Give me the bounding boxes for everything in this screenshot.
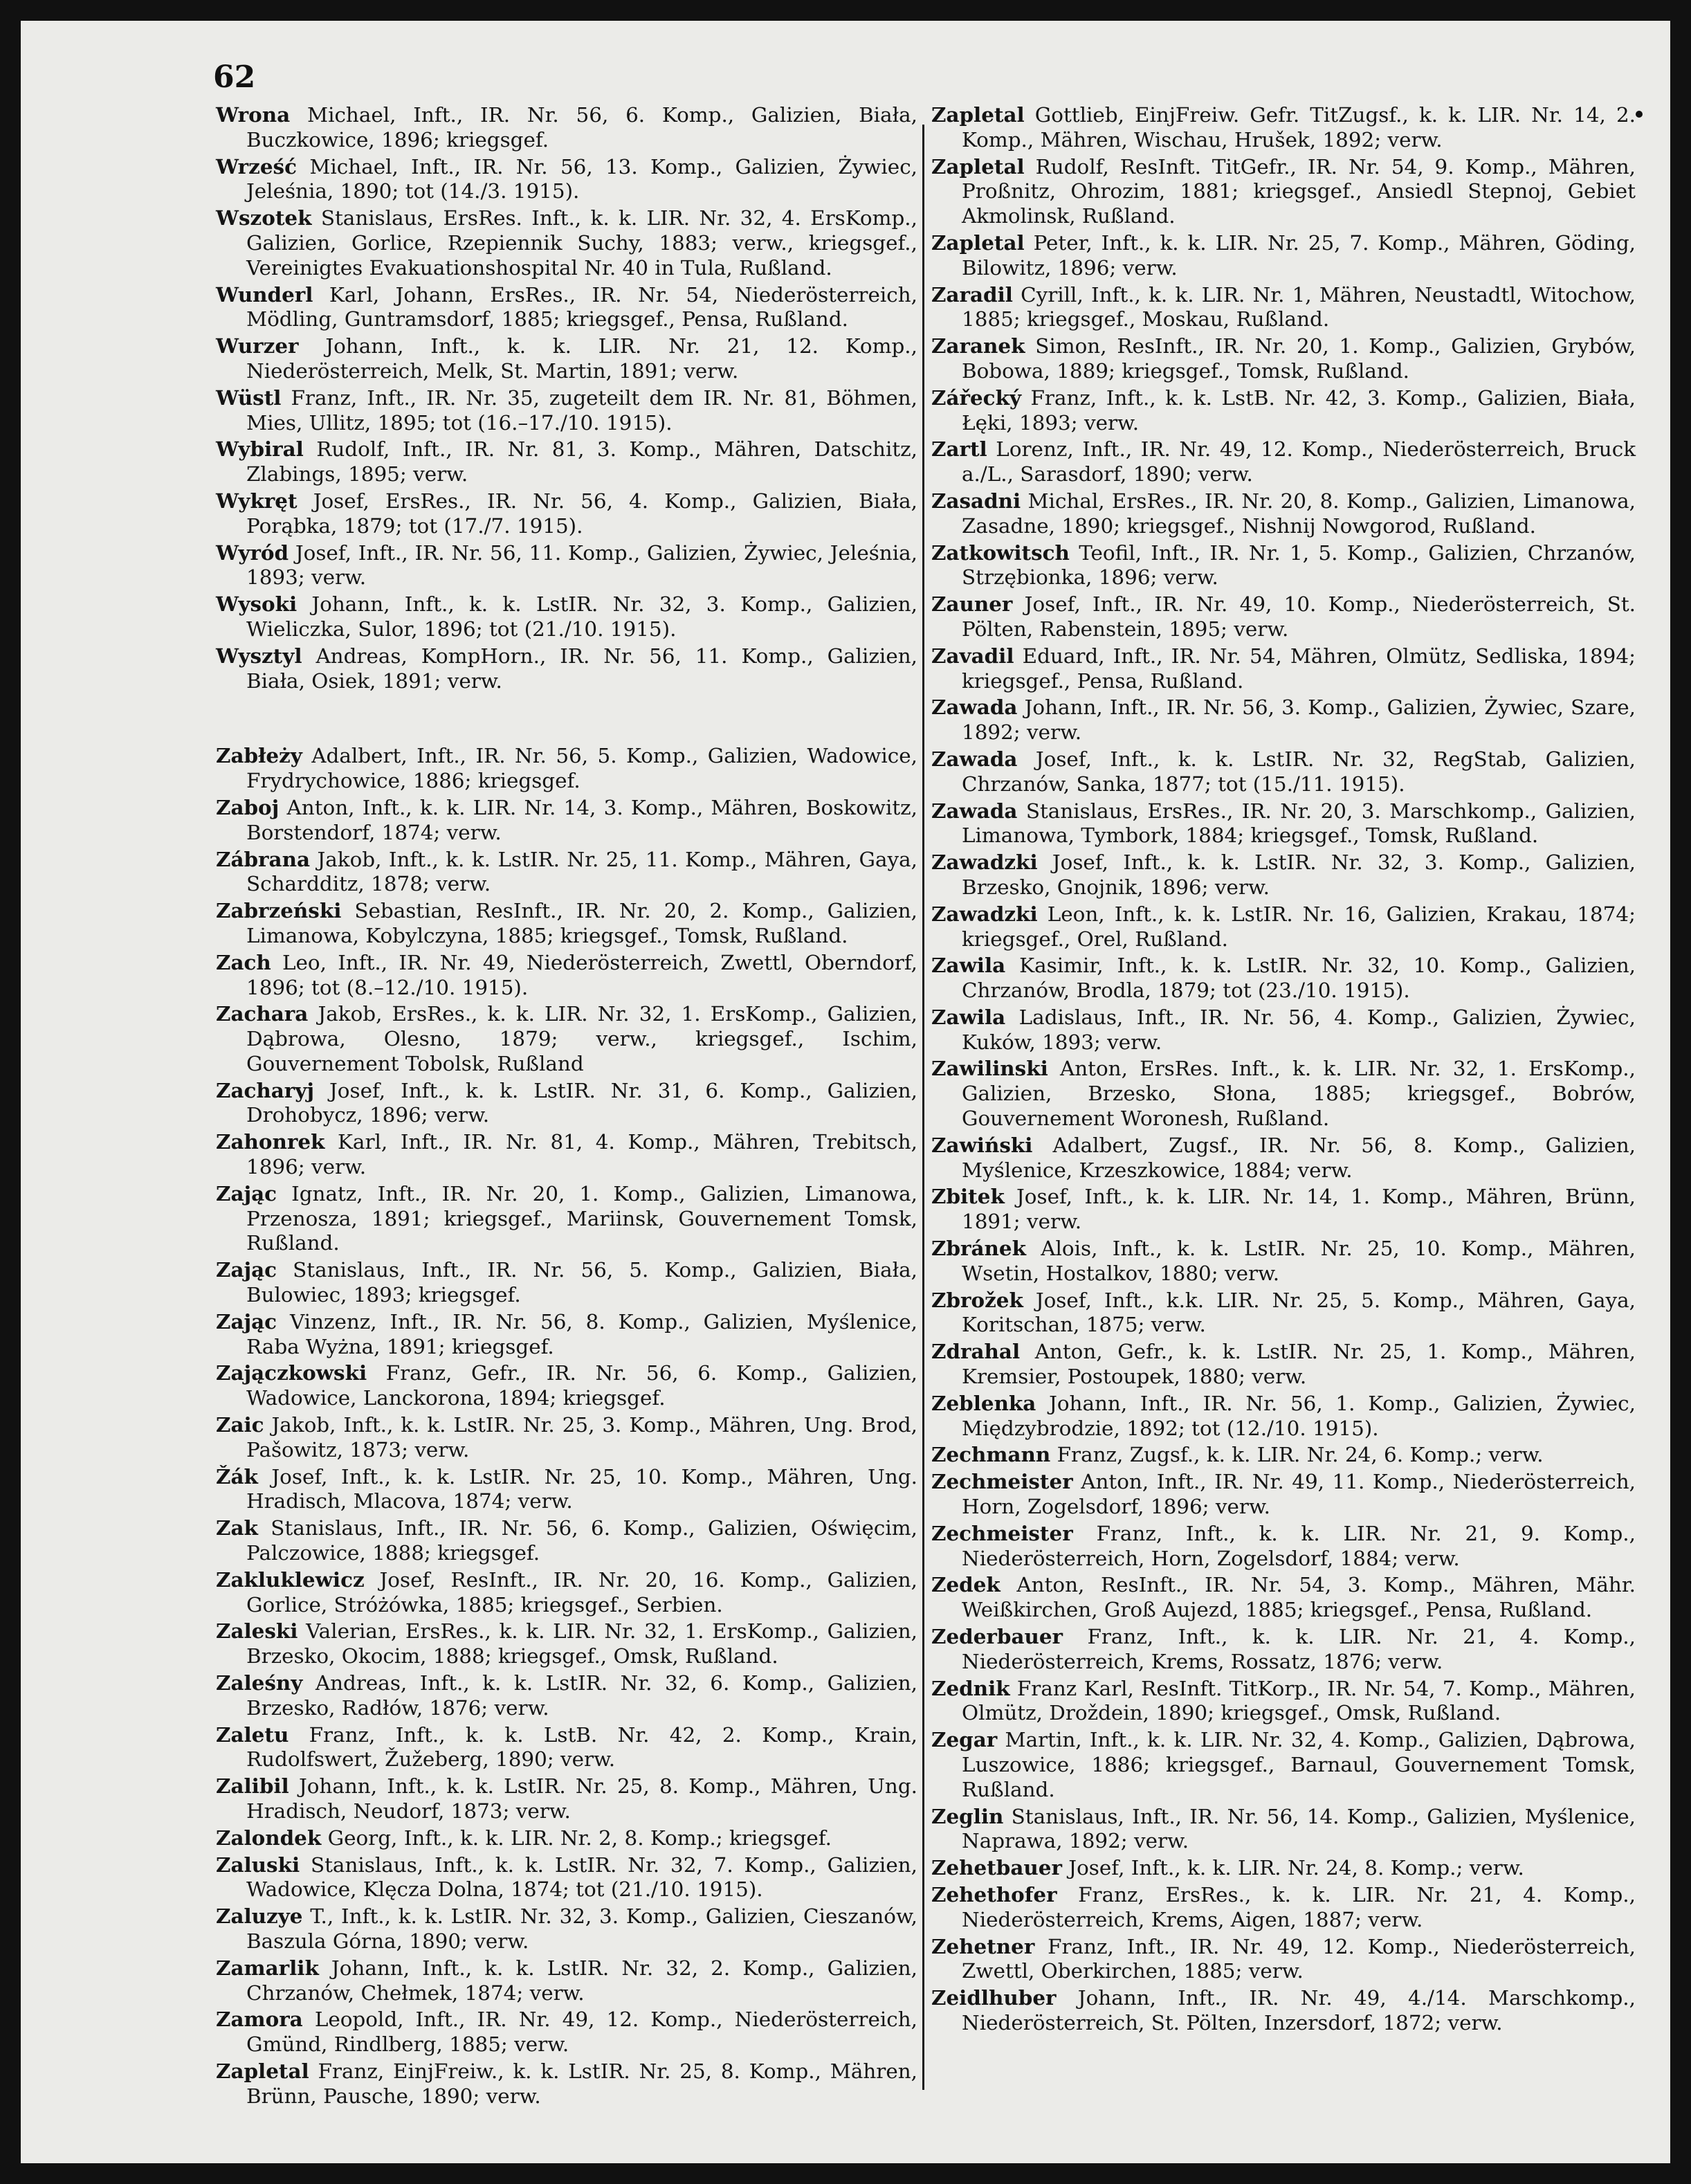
- list-entry: [931, 1288, 1636, 1338]
- entry-surname: Zawilinski: [931, 1056, 1048, 1081]
- entry-details: Franz, Inft., IR. Nr. 49, 12. Komp., Niederösterreich, Zwettl, Oberkirchen, 1885; verw.: [962, 1934, 1636, 1983]
- entry-details: Eduard, Inft., IR. Nr. 54, Mähren, Olmütz, Sedliska, 1894; kriegsgef., Pensa, Rußland.: [962, 644, 1636, 693]
- entry-details: Leo, Inft., IR. Nr. 49, Niederösterreich, Zwettl, Oberndorf, 1896; tot (8.–12./10. 1915).: [246, 950, 917, 999]
- entry-details: Anton, Inft., IR. Nr. 49, 11. Komp., Niederösterreich, Horn, Zogelsdorf, 1896; verw.: [962, 1470, 1636, 1519]
- list-entry: [216, 847, 917, 898]
- entry-surname: Zajączkowski: [216, 1361, 367, 1385]
- list-entry: [216, 334, 917, 384]
- list-entry: [216, 2059, 917, 2109]
- list-entry: [931, 1934, 1636, 1985]
- entry-surname: Zdrahal: [931, 1339, 1021, 1364]
- entry-details: Andreas, Inft., k. k. LstIR. Nr. 32, 6. Komp., Galizien, Brzesko, Radłów, 1876; verw.: [246, 1671, 917, 1720]
- list-entry: [216, 1904, 917, 1954]
- list-entry: [216, 795, 917, 846]
- entry-details: Franz, Inft., k. k. LIR. Nr. 21, 9. Komp., Niederösterreich, Horn, Zogelsdorf, 1884; verw.: [962, 1521, 1636, 1570]
- entry-details: Josef, Inft., IR. Nr. 49, 10. Komp., Niederösterreich, St. Pölten, Rabenstein, 1895; verw.: [962, 592, 1636, 641]
- entry-surname: Wunderl: [216, 282, 313, 307]
- entry-details: Rudolf, ResInft. TitGefr., IR. Nr. 54, 9. Komp., Mähren, Proßnitz, Ohrozim, 1881; kriegsgef., Ansiedl Stepnoj, Gebiet Akmolinsk, Rußland.: [962, 154, 1636, 228]
- entry-surname: Zawila: [931, 1004, 1006, 1029]
- entry-details: Franz, Inft., k. k. LstB. Nr. 42, 3. Komp., Galizien, Biała, Łęki, 1893; verw.: [962, 385, 1636, 435]
- list-entry: [216, 592, 917, 642]
- entry-details: Anton, Inft., k. k. LIR. Nr. 14, 3. Komp., Mähren, Boskowitz, Borstendorf, 1874; verw.: [246, 795, 917, 844]
- entry-details: Josef, Inft., IR. Nr. 56, 11. Komp., Galizien, Żywiec, Jeleśnia, 1893; verw.: [246, 540, 917, 590]
- entry-surname: Wüstl: [216, 385, 282, 410]
- entry-details: Franz, EinjFreiw., k. k. LstIR. Nr. 25, 8. Komp., Mähren, Brünn, Pausche, 1890; verw.: [246, 2059, 917, 2108]
- list-entry: [931, 489, 1636, 539]
- list-entry: [931, 902, 1636, 952]
- list-entry: [216, 950, 917, 1001]
- entry-surname: Zábrana: [216, 846, 310, 871]
- entry-details: Rudolf, Inft., IR. Nr. 81, 3. Komp., Mähren, Datschitz, Zlabings, 1895; verw.: [246, 437, 917, 486]
- entry-surname: Zak: [216, 1516, 258, 1540]
- list-entry: [931, 385, 1636, 436]
- list-entry: [931, 154, 1636, 229]
- list-entry: [216, 385, 917, 436]
- entry-surname: Zamarlik: [216, 1955, 319, 1980]
- entry-surname: Zechmann: [931, 1442, 1051, 1467]
- entry-details: Franz, Inft., k. k. LstB. Nr. 42, 2. Komp., Krain, Rudolfswert, Žužeberg, 1890; verw.: [246, 1722, 917, 1772]
- entry-surname: Zechmeister: [931, 1520, 1073, 1545]
- entry-details: Josef, Inft., k. k. LIR. Nr. 24, 8. Komp.; verw.: [1061, 1856, 1524, 1880]
- entry-details: Ladislaus, Inft., IR. Nr. 56, 4. Komp., Galizien, Żywiec, Kuków, 1893; verw.: [962, 1005, 1636, 1054]
- entry-details: Lorenz, Inft., IR. Nr. 49, 12. Komp., Niederösterreich, Bruck a./L., Sarasdorf, 1890; verw.: [962, 437, 1636, 486]
- entry-details: Vinzenz, Inft., IR. Nr. 56, 8. Komp., Galizien, Myślenice, Raba Wyżna, 1891; kriegsgef.: [246, 1309, 917, 1358]
- entry-surname: Žák: [216, 1464, 258, 1489]
- entry-surname: Zederbauer: [931, 1624, 1063, 1649]
- entry-surname: Zawadzki: [931, 901, 1038, 926]
- entry-details: Michael, Inft., IR. Nr. 56, 6. Komp., Galizien, Biała, Buczkowice, 1896; kriegsgef.: [246, 103, 917, 152]
- list-entry: [931, 1442, 1636, 1468]
- list-entry: [931, 437, 1636, 487]
- entry-details: Ignatz, Inft., IR. Nr. 20, 1. Komp., Galizien, Limanowa, Przenosza, 1891; kriegsgef., Mariinsk, Gouvernement Tomsk, Rußland.: [246, 1181, 917, 1255]
- entry-surname: Zabrzeński: [216, 898, 342, 923]
- list-entry: [931, 1339, 1636, 1390]
- entry-surname: Zasadni: [931, 488, 1021, 513]
- entry-surname: Zając: [216, 1257, 277, 1282]
- entry-details: Kasimir, Inft., k. k. LstIR. Nr. 32, 10. Komp., Galizien, Chrzanów, Brodla, 1879; tot (23./10. 1915).: [962, 954, 1636, 1003]
- list-entry: [216, 1853, 917, 1903]
- list-entry: [216, 102, 917, 153]
- entry-surname: Zaleski: [216, 1619, 298, 1644]
- entry-details: Leopold, Inft., IR. Nr. 49, 12. Komp., Niederösterreich, Gmünd, Rindlberg, 1885; verw.: [246, 2008, 917, 2057]
- entry-details: Josef, Inft., k. k. LIR. Nr. 14, 1. Komp., Mähren, Brünn, 1891; verw.: [962, 1185, 1636, 1234]
- list-entry: [216, 1671, 917, 1721]
- entry-details: Josef, Inft., k. k. LstIR. Nr. 31, 6. Komp., Galizien, Drohobycz, 1896; verw.: [246, 1078, 917, 1127]
- entry-surname: Zawada: [931, 695, 1018, 720]
- list-entry: [931, 1056, 1636, 1131]
- entry-details: Johann, Inft., k. k. LstIR. Nr. 32, 2. Komp., Galizien, Chrzanów, Chełmek, 1874; verw.: [246, 1956, 917, 2005]
- entry-details: Johann, Inft., IR. Nr. 49, 4./14. Marschkomp., Niederösterreich, St. Pölten, Inzersdorf, 1872; verw.: [962, 1986, 1636, 2035]
- entry-surname: Zamora: [216, 2007, 303, 2032]
- entry-surname: Zechmeister: [931, 1469, 1073, 1494]
- list-entry: [216, 1309, 917, 1360]
- entry-surname: Zacharyj: [216, 1077, 315, 1102]
- list-entry: [216, 1567, 917, 1618]
- entry-surname: Zawadzki: [931, 850, 1038, 875]
- list-entry: [216, 437, 917, 487]
- entry-details: Johann, Inft., k. k. LstIR. Nr. 25, 8. Komp., Mähren, Ung. Hradisch, Neudorf, 1873; verw.: [246, 1774, 917, 1823]
- entry-details: Leon, Inft., k. k. LstIR. Nr. 16, Galizien, Krakau, 1874; kriegsgef., Orel, Rußland.: [962, 902, 1636, 951]
- list-entry: [216, 1619, 917, 1669]
- list-entry: [931, 540, 1636, 591]
- entry-details: Josef, Inft., k. k. LstIR. Nr. 25, 10. Komp., Mähren, Ung. Hradisch, Mlacova, 1874; verw.: [246, 1464, 917, 1513]
- list-entry: [216, 206, 917, 280]
- entry-surname: Wysoki: [216, 592, 298, 617]
- list-entry: [216, 489, 917, 539]
- list-entry: [931, 1624, 1636, 1675]
- list-entry: [216, 1361, 917, 1411]
- entry-surname: Wykręt: [216, 488, 298, 513]
- entry-surname: Zeglin: [931, 1803, 1004, 1828]
- document-page: [21, 21, 1670, 2163]
- entry-details: Karl, Inft., IR. Nr. 81, 4. Komp., Mähren, Trebitsch, 1896; verw.: [246, 1130, 917, 1179]
- entry-surname: Zartl: [931, 437, 987, 462]
- page-number: 62: [213, 60, 256, 95]
- entry-details: Franz, ErsRes., k. k. LIR. Nr. 21, 4. Komp., Niederösterreich, Krems, Aigen, 1887; verw.: [962, 1882, 1636, 1931]
- entry-details: Stanislaus, ErsRes. Inft., k. k. LIR. Nr. 32, 4. ErsKomp., Galizien, Gorlice, Rzepiennik Suchy, 1883; verw., kriegsgef., Vereinigtes Evakuationshospital Nr. 40 in Tula, Rußland.: [246, 206, 917, 280]
- entry-details: Johann, Inft., IR. Nr. 56, 3. Komp., Galizien, Żywiec, Szare, 1892; verw.: [962, 695, 1636, 745]
- list-entry: [931, 102, 1636, 153]
- list-entry: [216, 1464, 917, 1515]
- entry-surname: Zawada: [931, 798, 1018, 823]
- entry-details: Anton, Gefr., k. k. LstIR. Nr. 25, 1. Komp., Mähren, Kremsier, Postoupek, 1880; verw.: [962, 1340, 1636, 1389]
- list-entry: [216, 898, 917, 949]
- left-column: [216, 102, 917, 2111]
- entry-details: Stanislaus, Inft., IR. Nr. 56, 14. Komp., Galizien, Myślenice, Naprawa, 1892; verw.: [962, 1804, 1636, 1853]
- list-entry: [931, 799, 1636, 849]
- list-entry: [216, 644, 917, 694]
- list-entry: [931, 282, 1636, 333]
- entry-surname: Zeblenka: [931, 1390, 1036, 1415]
- entry-surname: Zahonrek: [216, 1129, 325, 1154]
- list-entry: [216, 1078, 917, 1129]
- entry-details: Josef, Inft., k. k. LstIR. Nr. 32, RegStab, Galizien, Chrzanów, Sanka, 1877; tot (15./11. 1915).: [962, 747, 1636, 796]
- list-entry: [216, 1412, 917, 1463]
- entry-details: Stanislaus, Inft., IR. Nr. 56, 5. Komp., Galizien, Biała, Bulowiec, 1893; kriegsgef.: [246, 1258, 917, 1307]
- list-entry: [931, 334, 1636, 384]
- entry-surname: Wrześć: [216, 154, 298, 179]
- list-entry: [216, 1516, 917, 1566]
- entry-details: Stanislaus, ErsRes., IR. Nr. 20, 3. Marschkomp., Galizien, Limanowa, Tymbork, 1884; kriegsgef., Tomsk, Rußland.: [962, 799, 1636, 848]
- entry-surname: Zalibil: [216, 1774, 289, 1799]
- entry-surname: Zaluzye: [216, 1904, 303, 1929]
- list-entry: [931, 1855, 1636, 1881]
- list-entry: [216, 1722, 917, 1773]
- list-entry: [931, 1184, 1636, 1235]
- section-gap: [216, 695, 917, 743]
- entry-details: Josef, Inft., k. k. LstIR. Nr. 32, 3. Komp., Galizien, Brzesko, Gnojnik, 1896; verw.: [962, 850, 1636, 899]
- entry-surname: Zapletal: [931, 154, 1025, 179]
- print-speck: [1636, 111, 1643, 118]
- list-entry: [216, 282, 917, 333]
- entry-details: Josef, ResInft., IR. Nr. 20, 16. Komp., Galizien, Gorlice, Stróżówka, 1885; kriegsgef., Serbien.: [246, 1567, 917, 1617]
- entry-surname: Zbránek: [931, 1236, 1026, 1261]
- list-entry: [931, 592, 1636, 642]
- list-entry: [216, 1257, 917, 1308]
- entry-details: Michael, Inft., IR. Nr. 56, 13. Komp., Galizien, Żywiec, Jeleśnia, 1890; tot (14./3. 1915).: [246, 154, 917, 203]
- entry-details: Josef, Inft., k.k. LIR. Nr. 25, 5. Komp., Mähren, Gaya, Koritschan, 1875; verw.: [962, 1288, 1636, 1337]
- entry-details: Peter, Inft., k. k. LIR. Nr. 25, 7. Komp., Mähren, Göding, Bilowitz, 1896; verw.: [962, 230, 1636, 280]
- entry-surname: Wysztyl: [216, 643, 302, 668]
- list-entry: [216, 1181, 917, 1256]
- entry-surname: Zaboj: [216, 794, 280, 819]
- entry-surname: Zając: [216, 1181, 277, 1205]
- entry-details: Anton, ResInft., IR. Nr. 54, 3. Komp., Mähren, Mähr. Weißkirchen, Groß Aujezd, 1885; kriegsgef., Pensa, Rußland.: [962, 1573, 1636, 1622]
- entry-details: Cyrill, Inft., k. k. LIR. Nr. 1, Mähren, Neustadtl, Witochow, 1885; kriegsgef., Moskau, Rußland.: [962, 282, 1636, 331]
- entry-surname: Zawada: [931, 746, 1018, 771]
- entry-surname: Zachara: [216, 1001, 309, 1026]
- entry-details: Stanislaus, Inft., k. k. LstIR. Nr. 32, 7. Komp., Galizien, Wadowice, Klęcza Dolna, 1874; tot (21./10. 1915).: [246, 1853, 917, 1902]
- entry-surname: Zauner: [931, 592, 1013, 617]
- entry-details: Josef, ErsRes., IR. Nr. 56, 4. Komp., Galizien, Biała, Porąbka, 1879; tot (17./7. 1915).: [246, 489, 917, 538]
- entry-surname: Zehethofer: [931, 1882, 1057, 1907]
- entry-surname: Zapletal: [216, 2058, 309, 2083]
- entry-surname: Zach: [216, 949, 271, 974]
- entry-details: Franz, Gefr., IR. Nr. 56, 6. Komp., Galizien, Wadowice, Lanckorona, 1894; kriegsgef.: [246, 1361, 917, 1410]
- entry-details: Adalbert, Zugsf., IR. Nr. 56, 8. Komp., Galizien, Myślenice, Krzeszkowice, 1884; verw.: [962, 1133, 1636, 1182]
- entry-surname: Zbitek: [931, 1184, 1005, 1209]
- entry-details: Franz, Inft., k. k. LIR. Nr. 21, 4. Komp., Niederösterreich, Krems, Rossatz, 1876; verw.: [962, 1625, 1636, 1673]
- entry-details: Anton, ErsRes. Inft., k. k. LIR. Nr. 32, 1. ErsKomp., Galizien, Brzesko, Słona, 1885; kriegsgef., Bobrów, Gouvernement Woronesh, Rußland.: [962, 1057, 1636, 1131]
- list-entry: [931, 644, 1636, 694]
- entry-details: Johann, Inft., k. k. LstIR. Nr. 32, 3. Komp., Galizien, Wieliczka, Sulor, 1896; tot (21./10. 1915).: [246, 592, 917, 641]
- entry-surname: Zaleśny: [216, 1671, 303, 1695]
- entry-surname: Zapletal: [931, 102, 1025, 127]
- entry-details: Adalbert, Inft., IR. Nr. 56, 5. Komp., Galizien, Wadowice, Frydrychowice, 1886; kriegsgef.: [246, 744, 917, 793]
- entry-surname: Zaranek: [931, 334, 1025, 358]
- entry-surname: Zabłeży: [216, 743, 302, 768]
- list-entry: [931, 1676, 1636, 1727]
- entry-surname: Wszotek: [216, 206, 312, 230]
- list-entry: [216, 1001, 917, 1076]
- entry-details: Franz, Inft., IR. Nr. 35, zugeteilt dem IR. Nr. 81, Böhmen, Mies, Ullitz, 1895; tot (16.–17./10. 1915).: [246, 385, 917, 435]
- entry-details: Jakob, ErsRes., k. k. LIR. Nr. 32, 1. ErsKomp., Galizien, Dąbrowa, Olesno, 1879; verw., kriegsgef., Ischim, Gouvernement Tobolsk, Rußland: [246, 1002, 917, 1075]
- entry-surname: Zaluski: [216, 1852, 300, 1877]
- entry-surname: Zbrožek: [931, 1287, 1023, 1312]
- list-entry: [216, 1774, 917, 1824]
- entry-details: Jakob, Inft., k. k. LstIR. Nr. 25, 3. Komp., Mähren, Ung. Brod, Pašowitz, 1873; verw.: [246, 1413, 917, 1462]
- entry-surname: Zářecký: [931, 385, 1022, 410]
- list-entry: [216, 2007, 917, 2057]
- list-entry: [931, 695, 1636, 745]
- entry-surname: Zedek: [931, 1572, 1000, 1597]
- entry-surname: Zavadil: [931, 643, 1014, 668]
- entry-details: Franz, Zugsf., k. k. LIR. Nr. 24, 6. Komp.; verw.: [1050, 1443, 1544, 1467]
- list-entry: [931, 1521, 1636, 1572]
- list-entry: [216, 540, 917, 591]
- entry-surname: Zaic: [216, 1412, 264, 1437]
- entry-details: T., Inft., k. k. LstIR. Nr. 32, 3. Komp., Galizien, Cieszanów, Baszula Górna, 1890; verw.: [246, 1904, 917, 1953]
- entry-surname: Zaradil: [931, 282, 1013, 307]
- list-entry: [216, 1956, 917, 2006]
- list-entry: [931, 1882, 1636, 1933]
- entry-surname: Zawiński: [931, 1132, 1033, 1157]
- entry-surname: Zehetbauer: [931, 1855, 1062, 1880]
- list-entry: [931, 1236, 1636, 1286]
- entry-details: Simon, ResInft., IR. Nr. 20, 1. Komp., Galizien, Grybów, Bobowa, 1889; kriegsgef., Tomsk, Rußland.: [962, 334, 1636, 383]
- list-entry: [931, 230, 1636, 281]
- entry-surname: Zawila: [931, 953, 1006, 978]
- list-entry: [216, 1129, 917, 1180]
- list-entry: [931, 953, 1636, 1003]
- list-entry: [931, 850, 1636, 900]
- entry-surname: Zakluklewicz: [216, 1567, 365, 1592]
- entry-surname: Wyród: [216, 540, 289, 565]
- right-column: [931, 102, 1636, 2037]
- entry-surname: Zając: [216, 1309, 277, 1334]
- entry-surname: Zeidlhuber: [931, 1985, 1057, 2010]
- entry-surname: Zaletu: [216, 1722, 289, 1747]
- entry-surname: Wrona: [216, 102, 291, 127]
- entry-surname: Zatkowitsch: [931, 540, 1070, 565]
- list-entry: [931, 1985, 1636, 2036]
- column-divider: [922, 125, 924, 2090]
- list-entry: [216, 743, 917, 794]
- entry-surname: Zegar: [931, 1727, 998, 1752]
- entry-surname: Zapletal: [931, 230, 1025, 255]
- entry-details: Alois, Inft., k. k. LstIR. Nr. 25, 10. Komp., Mähren, Wsetin, Hostalkov, 1880; verw.: [962, 1237, 1636, 1285]
- entry-details: Johann, Inft., k. k. LIR. Nr. 21, 12. Komp., Niederösterreich, Melk, St. Martin, 1891; verw.: [246, 334, 917, 383]
- list-entry: [931, 1727, 1636, 1802]
- list-entry: [931, 1391, 1636, 1441]
- list-entry: [931, 1133, 1636, 1183]
- entry-surname: Zehetner: [931, 1933, 1035, 1958]
- entry-details: Martin, Inft., k. k. LIR. Nr. 32, 4. Komp., Galizien, Dąbrowa, Luszowice, 1886; kriegsgef., Barnaul, Gouvernement Tomsk, Rußland.: [962, 1728, 1636, 1801]
- entry-details: Karl, Johann, ErsRes., IR. Nr. 54, Niederösterreich, Mödling, Guntramsdorf, 1885; kriegsgef., Pensa, Rußland.: [246, 282, 917, 331]
- entry-surname: Wybiral: [216, 437, 304, 462]
- list-entry: [216, 1826, 917, 1851]
- list-entry: [216, 154, 917, 205]
- entry-details: Andreas, KompHorn., IR. Nr. 56, 11. Komp., Galizien, Biała, Osiek, 1891; verw.: [246, 644, 917, 693]
- list-entry: [931, 1804, 1636, 1855]
- entry-details: Johann, Inft., IR. Nr. 56, 1. Komp., Galizien, Żywiec, Międzybrodzie, 1892; tot (12./10. 1915).: [962, 1391, 1636, 1440]
- entry-details: Stanislaus, Inft., IR. Nr. 56, 6. Komp., Galizien, Oświęcim, Palczowice, 1888; kriegsgef.: [246, 1516, 917, 1565]
- list-entry: [931, 1005, 1636, 1055]
- entry-details: Michal, ErsRes., IR. Nr. 20, 8. Komp., Galizien, Limanowa, Zasadne, 1890; kriegsgef., Nishnij Nowgorod, Rußland.: [962, 489, 1636, 538]
- entry-surname: Zednik: [931, 1675, 1010, 1700]
- entry-details: Sebastian, ResInft., IR. Nr. 20, 2. Komp., Galizien, Limanowa, Kobylczyna, 1885; kriegsgef., Tomsk, Rußland.: [246, 899, 917, 947]
- entry-surname: Wurzer: [216, 334, 299, 358]
- list-entry: [931, 747, 1636, 797]
- entry-details: Jakob, Inft., k. k. LstIR. Nr. 25, 11. Komp., Mähren, Gaya, Schardditz, 1878; verw.: [246, 847, 917, 896]
- entry-details: Gottlieb, EinjFreiw. Gefr. TitZugsf., k. k. LIR. Nr. 14, 2. Komp., Mähren, Wischau, Hrušek, 1892; verw.: [962, 103, 1636, 152]
- entry-details: Valerian, ErsRes., k. k. LIR. Nr. 32, 1. ErsKomp., Galizien, Brzesko, Okocim, 1888; kriegsgef., Omsk, Rußland.: [246, 1619, 917, 1668]
- list-entry: [931, 1572, 1636, 1623]
- entry-details: Georg, Inft., k. k. LIR. Nr. 2, 8. Komp.; kriegsgef.: [321, 1826, 832, 1850]
- entry-details: Teofil, Inft., IR. Nr. 1, 5. Komp., Galizien, Chrzanów, Strzębionka, 1896; verw.: [962, 540, 1636, 590]
- entry-surname: Zalondek: [216, 1825, 322, 1850]
- list-entry: [931, 1469, 1636, 1520]
- entry-details: Franz Karl, ResInft. TitKorp., IR. Nr. 54, 7. Komp., Mähren, Olmütz, Droždein, 1890; kriegsgef., Omsk, Rußland.: [962, 1676, 1636, 1725]
